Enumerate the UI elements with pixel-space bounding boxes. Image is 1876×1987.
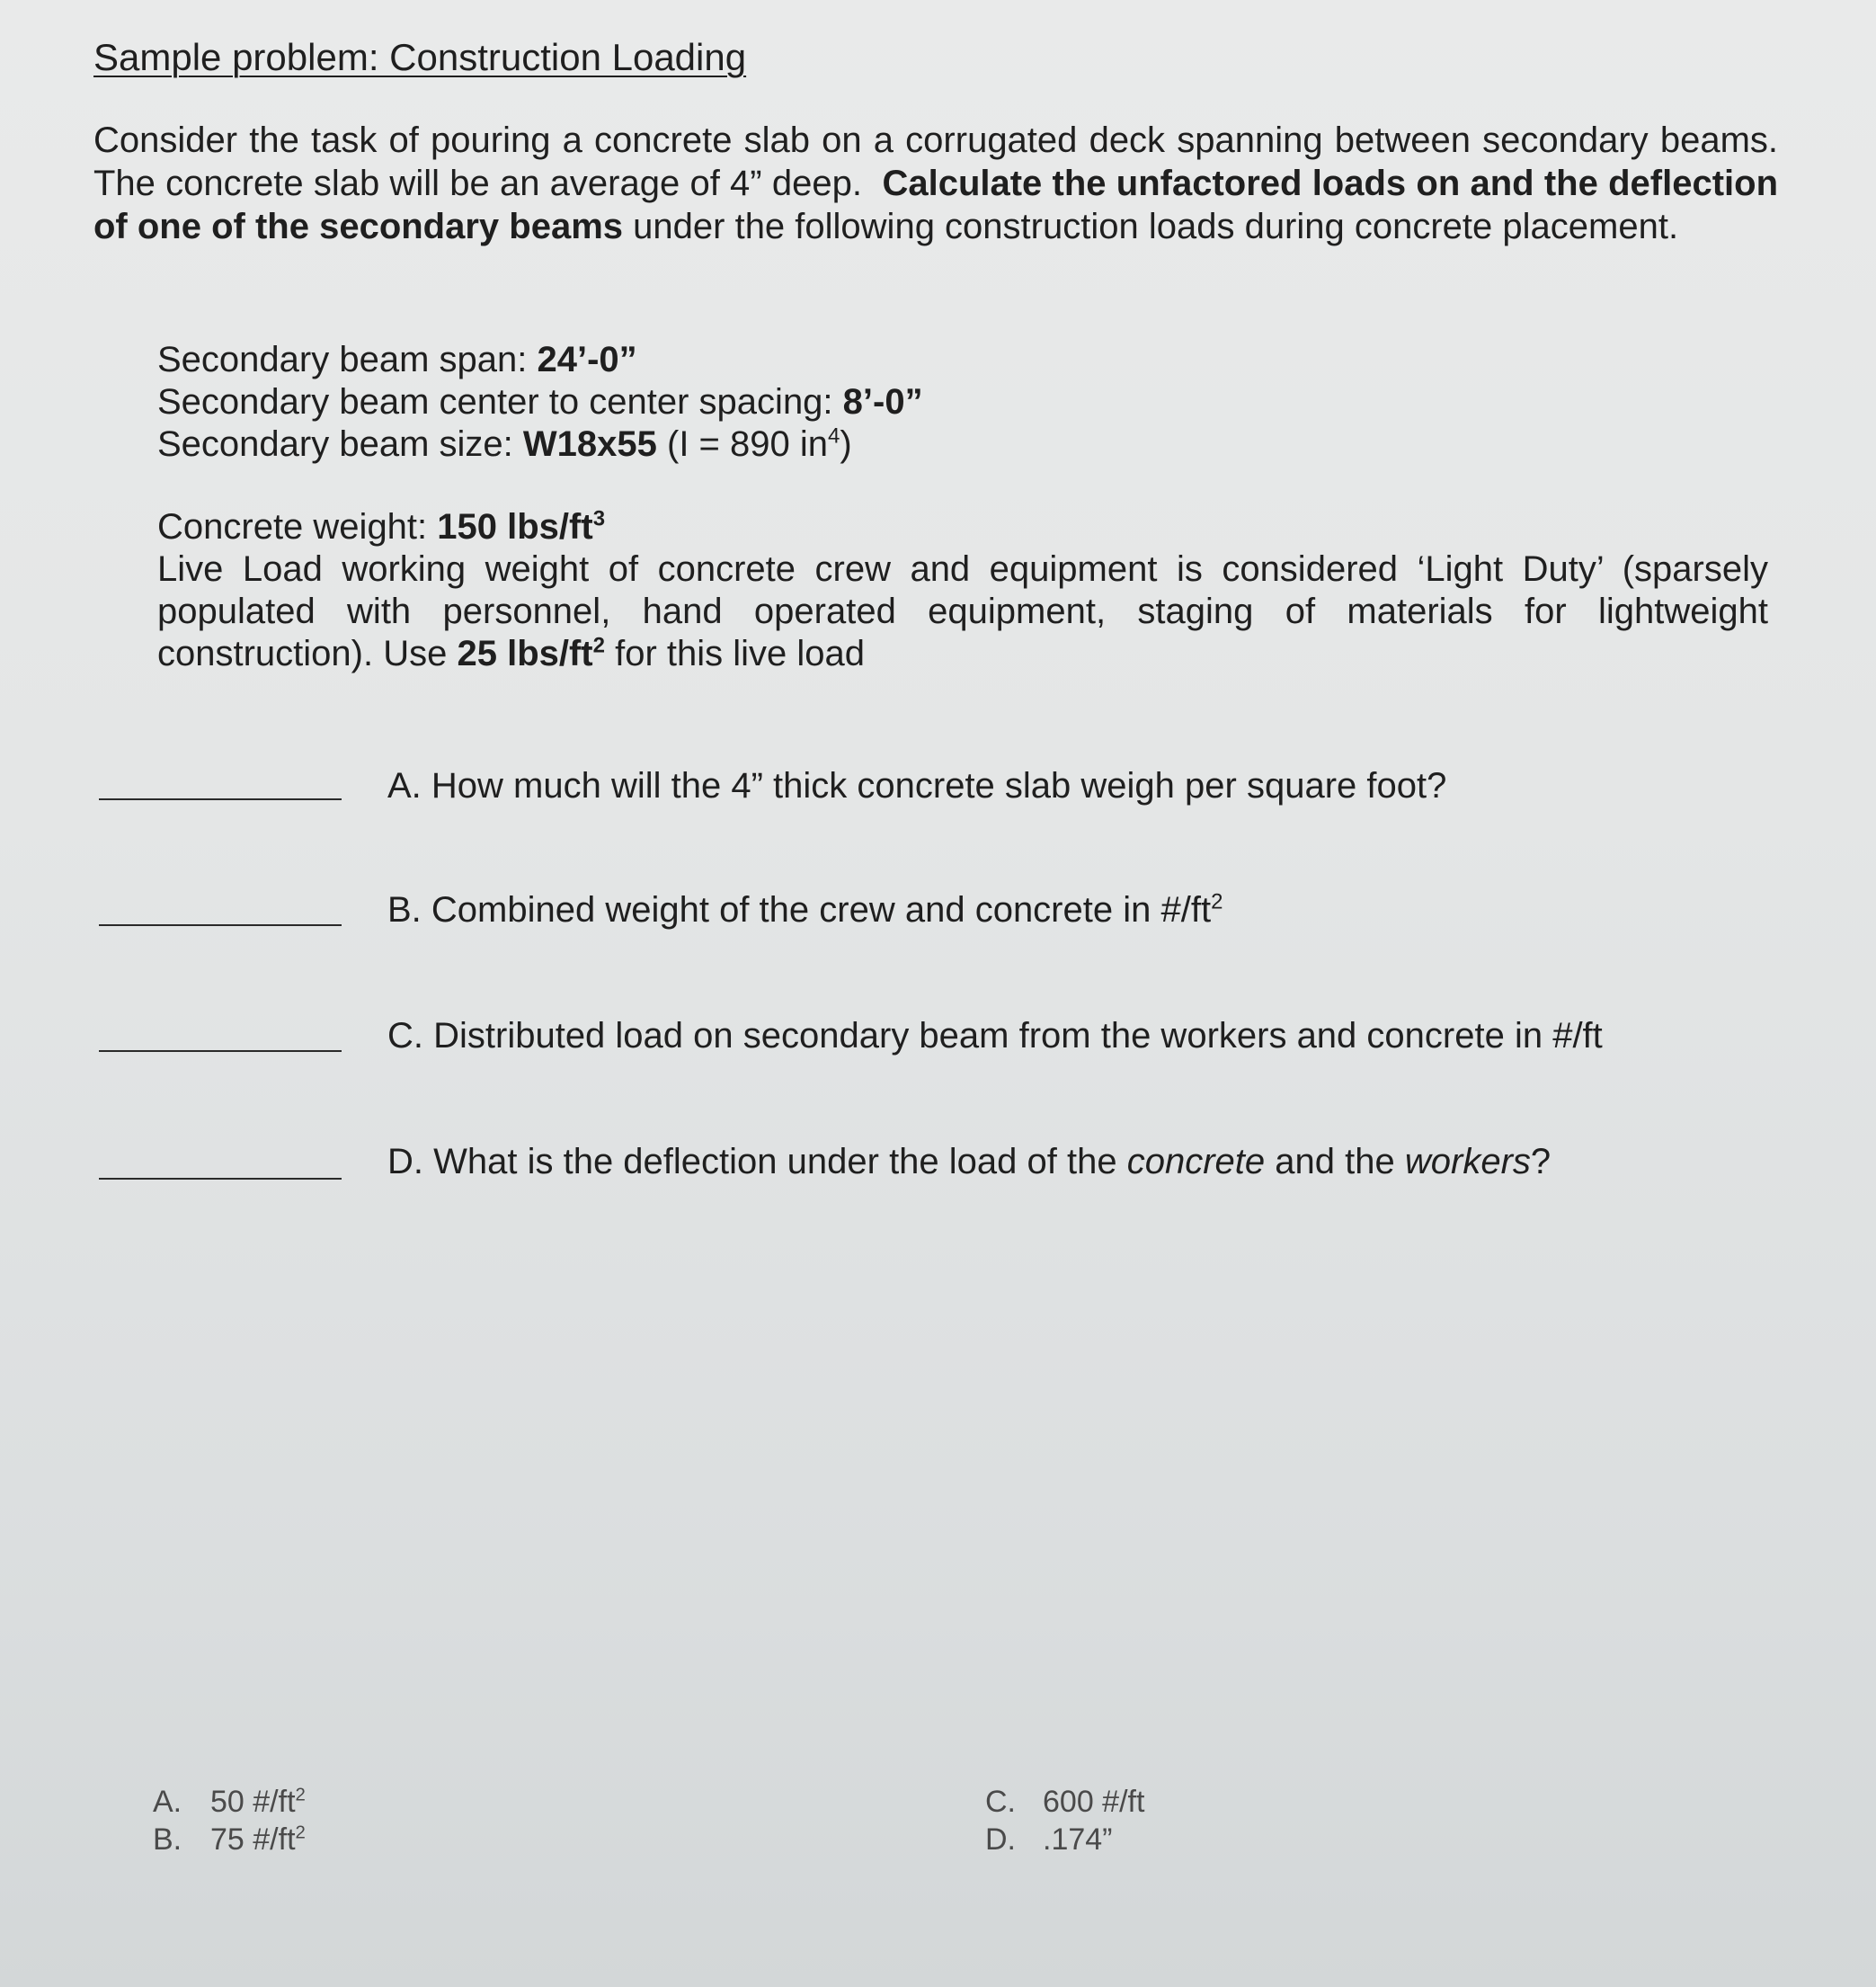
- live-load-end: for this live load: [615, 634, 866, 673]
- answer-blank-a[interactable]: [99, 798, 342, 800]
- answer-d: D. .174”: [985, 1822, 1113, 1857]
- question-a: A. How much will the 4” thick concrete slab weigh per square foot?: [387, 766, 1447, 806]
- intro-text: Consider the task of pouring a concrete slab on a corrugated deck spanning between secondary beams. The concrete slab will be an average of 4” deep.: [93, 120, 1778, 203]
- spec-size: [157, 424, 852, 465]
- live-load-text: [157, 548, 1768, 675]
- answer-a: A. 50 $\#/ft^2$: [153, 1785, 306, 1819]
- spec-size-exp: 4: [828, 423, 840, 449]
- spec-size-inertia: (I = 890 in: [667, 424, 829, 464]
- question-c: C. Distributed load on secondary beam from the workers and concrete in #/ft: [387, 1016, 1603, 1056]
- spec-concrete-value: 150 lbs/ft: [437, 507, 593, 547]
- spec-size-close: ): [840, 424, 852, 464]
- answer-c: C. 600 #/ft: [985, 1785, 1145, 1819]
- spec-span: [157, 340, 637, 380]
- answer-blank-b[interactable]: [99, 924, 342, 926]
- page-title: Sample problem: Construction Loading: [93, 36, 747, 78]
- intro-bold-text: Calculate the unfactored loads on and the deflection of one of the secondary beams: [93, 164, 1778, 246]
- spec-concrete-label: Concrete weight:: [157, 507, 428, 547]
- answer-blank-d[interactable]: [99, 1178, 342, 1180]
- question-b-exp: 2: [1211, 889, 1223, 914]
- answer-b: B. 75 $\#/ft^2$: [153, 1822, 306, 1857]
- intro-text-end: under the following construction loads during concrete placement.: [633, 207, 1679, 246]
- answer-blank-c[interactable]: [99, 1050, 342, 1052]
- question-d-em-workers: workers: [1404, 1142, 1531, 1181]
- question-d-em-concrete: concrete: [1126, 1142, 1266, 1181]
- spec-spacing-label: Secondary beam center to center spacing:: [157, 382, 833, 422]
- problem-intro: [93, 119, 1778, 248]
- spec-span-label: Secondary beam span:: [157, 340, 528, 379]
- spec-spacing: [157, 382, 923, 423]
- spec-size-value: W18x55: [522, 424, 657, 464]
- live-load-value: 25 lbs/ft: [457, 634, 593, 673]
- spec-concrete-exp: 3: [592, 506, 606, 531]
- live-load-exp: 2: [592, 633, 605, 658]
- live-load-desc: Live Load working weight of concrete crew and equipment is considered ‘Light Duty’ (sparsely populated with personnel, hand operated equipment, staging of materials for lightweight construction). Use: [157, 549, 1768, 673]
- question-d: D. What is the deflection under the load of the concrete and the workers?: [387, 1142, 1551, 1181]
- spec-concrete: [157, 507, 605, 548]
- spec-size-label: Secondary beam size:: [157, 424, 513, 464]
- spec-span-value: 24’-0”: [537, 340, 637, 379]
- question-b: B. Combined weight of the crew and concrete in $\#/ft^2$: [387, 889, 1223, 930]
- spec-spacing-value: 8’-0”: [842, 382, 923, 422]
